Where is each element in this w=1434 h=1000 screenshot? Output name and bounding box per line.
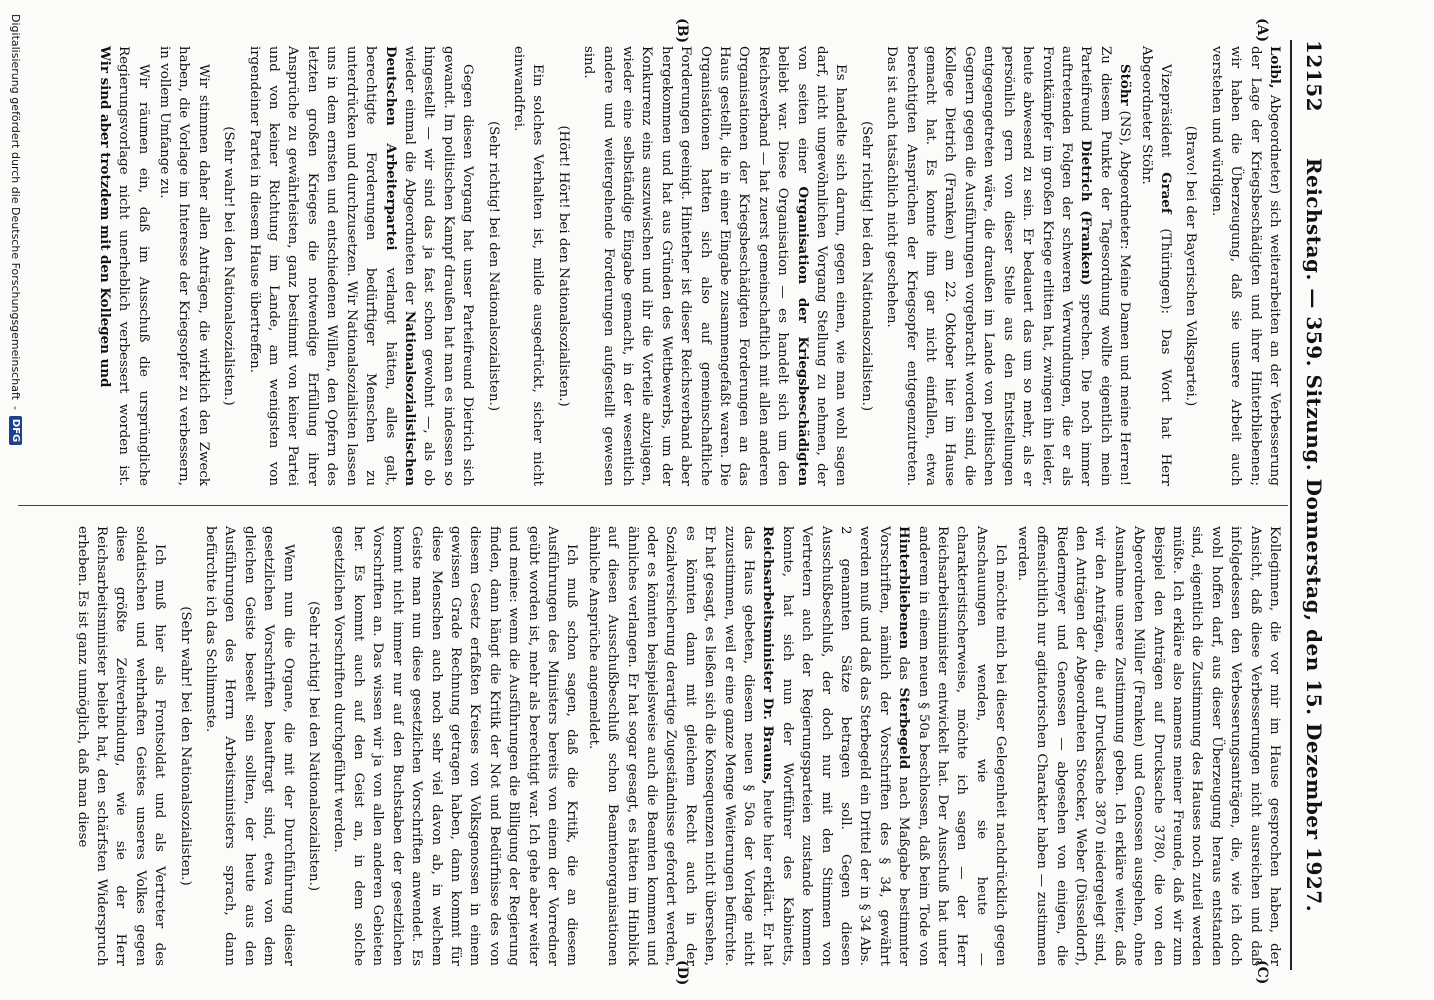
paragraph: Kolleginnen, die vor mir im Hause gesprochen haben, der Ansicht, daß diese Verbesserungen nicht ausreichen und daß infolgedessen den Verbesserungsanträgen, die, wie ich doch wohl hoffen darf, aus dieser Überzeugung heraus entstanden sind, eigentlich die Zustimmung des Hauses noch zuteil werden müßte. Ich erkläre also namens meiner Freunde, daß wir zum Beispiel den Anträgen auf Drucksache 3780, die von den Abgeordneten Müller (Franken) und Genossen ausgehen, ohne Ausnahme unsere Zustimmung geben. Ich erkläre weiter, daß wir den Anträgen, die auf Drucksache 3870 niedergelegt sind, den Anträgen der Abgeordneten Stoecker, Weber (Düsseldorf), Riedermeyer und Genossen — abgesehen von einigen, die offensichtlich nur agitatorischen Charakter haben — zustimmen werden. [1014, 526, 1282, 966]
margin-mark-c: (C) [1254, 960, 1270, 985]
margin-mark-b: (B) [674, 18, 690, 44]
dfg-logo-icon: DFG [9, 416, 22, 445]
running-title: Reichstag. — 359. Sitzung. Donnerstag, den 15. Dezember 1927. [1302, 157, 1326, 913]
paragraph: Vizepräsident Graef (Thüringen): Das Wort hat Herr Abgeordneter Stöhr. [1138, 46, 1174, 486]
interjection: (Sehr richtig! bei den Nationalsozialisten.) [306, 600, 322, 892]
margin-mark-d: (D) [674, 960, 690, 986]
paragraph: Wir stimmen daher allen Anträgen, die wirklich den Zweck haben, die Vorlage im Interesse der Kriegsopfer zu verbessern, in vollem Umfange zu. [157, 46, 211, 486]
interjection: (Sehr wahr! bei den Nationalsozialisten.) [221, 126, 237, 406]
page-number: 12152 [1302, 40, 1326, 113]
paragraph: Loibl, Abgeordneter) sich weiterarbeiten an der Verbesserung der Lage der Kriegsbeschädigten und ihrer Hinterbliebenen; wir haben die Überzeugung, daß sie unsere Arbeit auch verstehen und würdigen. [1208, 46, 1283, 486]
column-divider [18, 505, 1288, 506]
footer-credit: Digitalisierung gefördert durch die Deutsche Forschungsgemeinschaft - DFG [9, 14, 22, 994]
header-rule [1290, 40, 1292, 970]
paragraph: Gegen diesen Vorgang hat unser Parteifreund Dietrich sich gewandt. Im politischen Kampf draußen hat man es indessen so hingestellt — wir sind das ja fast schon gewohnt —, als ob wieder einmal die Abgeordneten der Nationalsozialistischen Deutschen Arbeiterpartei verlangt hätten, alles galt, berechtigte Forderungen bedürftiger Menschen zu unterdrücken und durchzusetzen. Wir Nationalsozialisten lassen uns in dem ernsten und entschiedenen Willen, den Opfern des letzten großen Krieges die notwendige Erfüllung ihrer Ansprüche zu gewährleisten, ganz bestimmt von keiner Partei und von keiner Richtung im Lande, am wenigsten von irgendeiner Partei in diesem Hause übertreffen. [246, 46, 476, 486]
interjection: (Sehr wahr! bei den Nationalsozialisten.) [177, 606, 193, 886]
page-header [1298, 40, 1330, 940]
paragraph: Wenn nun die Organe, die mit der Durchführung dieser gesetzlichen Vorschriften beauftragt sind, etwa von dem gleichen Geiste beseelt sein sollten, der heute aus den Ausführungen des Herrn Arbeitsministers sprach, dann befürchte ich das Schlimmste. [203, 526, 296, 966]
paragraph: Es handelte sich darum, gegen einen, wie man wohl sagen darf, nicht ungewöhnlichen Vorgang Stellung zu nehmen, der von seiten einer Organisation der Kriegsbeschädigten beliebt war. Diese Organisation — es handelt sich um den Reichsverband — hat zuerst gemeinschaftlich mit allen anderen Organisationen der Kriegsbeschädigten Forderungen an das Haus gestellt, die in einer Eingabe zusammengefaßt waren. Die Organisationen hatten sich also auf gemeinschaftliche Forderungen geeinigt. Hinterher ist dieser Reichsverband aber hergekommen und hat aus Gründen des Wettbewerbs, um der Konkurrenz eins auszuwischen und ihr die Vorteile abzujagen, wieder eine selbständige Eingabe gemacht, in der wesentlich andere und weitergehende Forderungen aufgestellt gewesen sind. [581, 46, 849, 486]
paragraph: Ein solches Verhalten ist, milde ausgedrückt, sicher nicht einwandfrei. [510, 46, 546, 486]
paragraph: Ich muß hier als Frontsoldat und als Vertreter des soldatischen und wehrhaften Geistes unseres Volkes gegen diese größte Zeitverbindung, wie sie der Herr Reichsarbeitsminister beliebt hat, den schärfsten Widerspruch erheben. Es ist ganz unmöglich, daß man diese [74, 526, 168, 966]
paragraph: Ich möchte mich bei dieser Gelegenheit nachdrücklich gegen Anschauungen wenden, wie sie heute — charakteristischerweise, möchte ich sagen — der Herr Reichsarbeitsminister entwickelt hat. Der Ausschuß hat unter anderem in einem neuen § 50a beschlossen, daß beim Tode von Hinterbliebenen das Sterbegeld nach Maßgabe bestimmter Vorschriften, nämlich der Vorschriften des § 34, gewährt werden muß und daß das Sterbegeld ein Drittel der in § 34 Abs. 2 genannten Sätze betragen soll. Gegen diesen Ausschußbeschluß, der doch nur mit den Stimmen von Vertretern auch der Regierungsparteien zustande kommen konnte, hat sich nun der Wortführer des Kabinetts, Reichsarbeitsminister Dr. Brauns, heute hier erklärt. Er hat das Haus gebeten, diesem neuen § 50a der Vorlage nicht zuzustimmen, weil er eine ganze Menge Weiterungen befürchte. Er hat gesagt, es ließen sich die Konsequenzen nicht übersehen, es könnten dann mit gleichem Recht auch in der Sozialversicherung derartige Zugeständnisse gefordert werden, oder es könnten beispielsweise auch die Beamten kommen und ähnliches verlangen. Er hat sogar gesagt, es hätten im Hinblick auf diesen Ausschußbeschluß schon Beamtenorganisationen ähnliche Ansprüche angemeldet. [585, 526, 1009, 966]
interjection: (Sehr richtig! bei den Nationalsozialisten.) [485, 120, 501, 412]
right-text-column [70, 526, 1284, 966]
paragraph: Stöhr (NS), Abgeordneter: Meine Damen und meine Herren! Zu diesem Punkte der Tagesordnung wollte eigentlich mein Parteifreund Dietrich (Franken) sprechen. Die noch immer auftretenden Folgen der schweren Verwundungen, die er als Frontkämpfer im großen Kriege erlitten hat, zwingen ihn leider, heute abwesend zu sein. Er bedauert das um so mehr, als er persönlich gern von dieser Stelle aus den Entstellungen entgegengetreten wäre, die draußen im Lande von politischen Gegnern gegen die Ausführungen vorgebracht worden sind, die Kollege Dietrich (Franken) am 22. Oktober hier im Hause gemacht hat. Es konnte ihm gar nicht einfallen, etwa berechtigten Ansprüchen der Kriegsopfer entgegenzutreten. Das ist auch tatsächlich nicht geschehen. [884, 46, 1134, 486]
paragraph: Ich muß schon sagen, daß die Kritik, die an diesem Ausführungen des Ministers bereits von einem der Vorredner geübt worden ist, mehr als berechtigt war. Ich gehe aber weiter und meine: wenn die Ausführungen die Billigung der Regierung finden, dann hängt die Kritik der Not und Bedürfnisse des von diesem Gesetz erfaßten Kreises von Volksgenossen in einem gewissen Grade Rechnung getragen haben, dann kommt für diese Menschen auch noch sehr viel davon ab, in welchem Geiste man nun diese gesetzlichen Vorschriften anwendet. Es kommt nicht immer nur auf den Buchstaben der gesetzlichen Vorschriften an. Das wissen wir ja von allen anderen Gebieten her. Es kommt auch auf den Geist an, in dem solche gesetzlichen Vorschriften durchgeführt werden. [331, 526, 580, 966]
paragraph: Wir räumen ein, daß im Ausschuß die ursprüngliche Regierungsvorlage nicht unerheblich verbessert worden ist. Wir sind aber trotzdem mit den Kollegen und [96, 46, 151, 486]
interjection: (Hört! Hört! bei den Nationalsozialisten.) [555, 125, 571, 407]
interjection: (Bravo! bei der Bayerischen Volkspartei.) [1183, 125, 1199, 407]
left-text-column [92, 46, 1284, 486]
interjection: (Sehr richtig! bei den Nationalsozialisten.) [858, 120, 874, 412]
footer-credit-text: Digitalisierung gefördert durch die Deutsche Forschungsgemeinschaft [9, 14, 22, 400]
margin-mark-a: (A) [1254, 18, 1270, 43]
